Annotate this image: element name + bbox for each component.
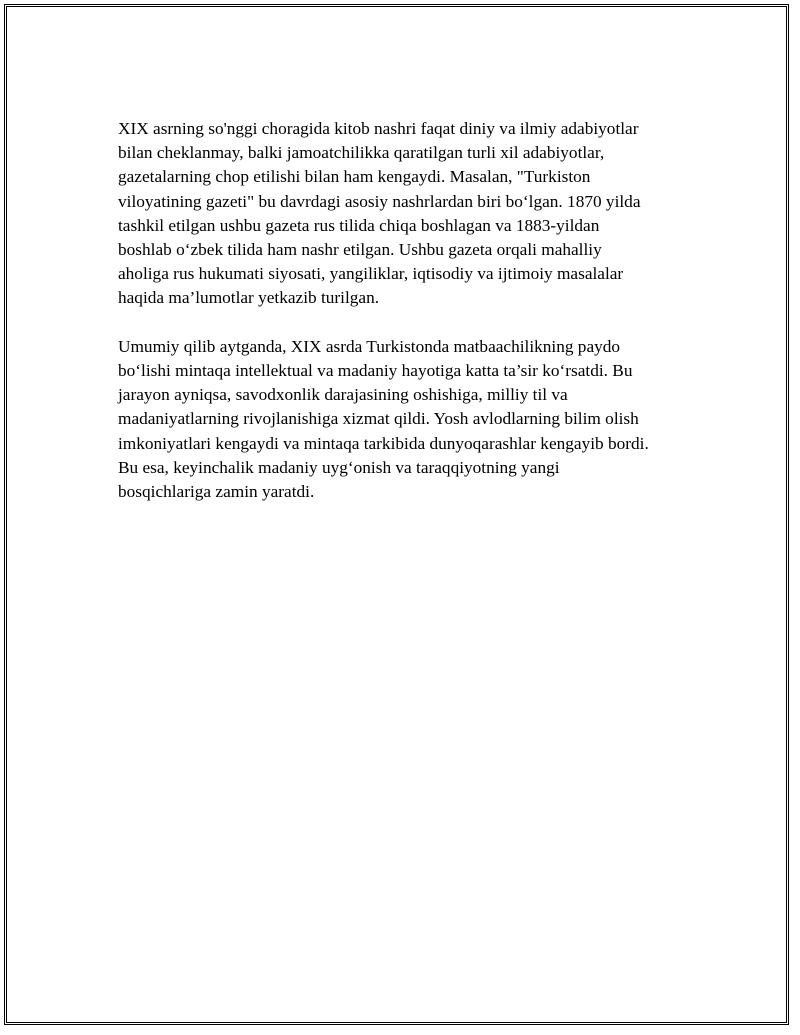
text-line: tashkil etilgan ushbu gazeta rus tilida chiqa boshlagan va 1883-yildan [118, 215, 600, 235]
text-line: bosqichlariga zamin yaratdi. [118, 482, 315, 502]
paragraph-conclusion [118, 335, 698, 504]
document-body [118, 117, 698, 504]
text-line: gazetalarning chop etilishi bilan ham kengaydi. Masalan, "Turkiston [118, 167, 591, 187]
paragraph-printing-press-history [118, 117, 698, 311]
text-line: aholiga rus hukumati siyosati, yangiliklar, iqtisodiy va ijtimoiy masalalar [118, 264, 624, 284]
text-line: bilan cheklanmay, balki jamoatchilikka qaratilgan turli xil adabiyotlar, [118, 143, 605, 163]
text-line: XIX asrning so'nggi choragida kitob nashri faqat diniy va ilmiy adabiyotlar [118, 119, 639, 138]
text-line: bo‘lishi mintaqa intellektual va madaniy hayotiga katta ta’sir ko‘rsatdi. Bu [118, 361, 633, 381]
text-line: Umumiy qilib aytganda, XIX asrda Turkistonda matbaachilikning paydo [118, 336, 621, 356]
text-line: jarayon ayniqsa, savodxonlik darajasining oshishiga, milliy til va [118, 385, 568, 405]
text-line: viloyatining gazeti" bu davrdagi asosiy nashrlardan biri bo‘lgan. 1870 yilda [118, 191, 641, 211]
text-line: boshlab o‘zbek tilida ham nashr etilgan. Ushbu gazeta orqali mahalliy [118, 240, 602, 260]
text-line: imkoniyatlari kengaydi va mintaqa tarkibida dunyoqarashlar kengayib bordi. [118, 433, 649, 453]
text-line: madaniyatlarning rivojlanishiga xizmat qildi. Yosh avlodlarning bilim olish [118, 409, 639, 429]
text-line: Bu esa, keyinchalik madaniy uyg‘onish va taraqqiyotning yangi [118, 457, 560, 477]
text-line: haqida ma’lumotlar yetkazib turilgan. [118, 288, 380, 308]
